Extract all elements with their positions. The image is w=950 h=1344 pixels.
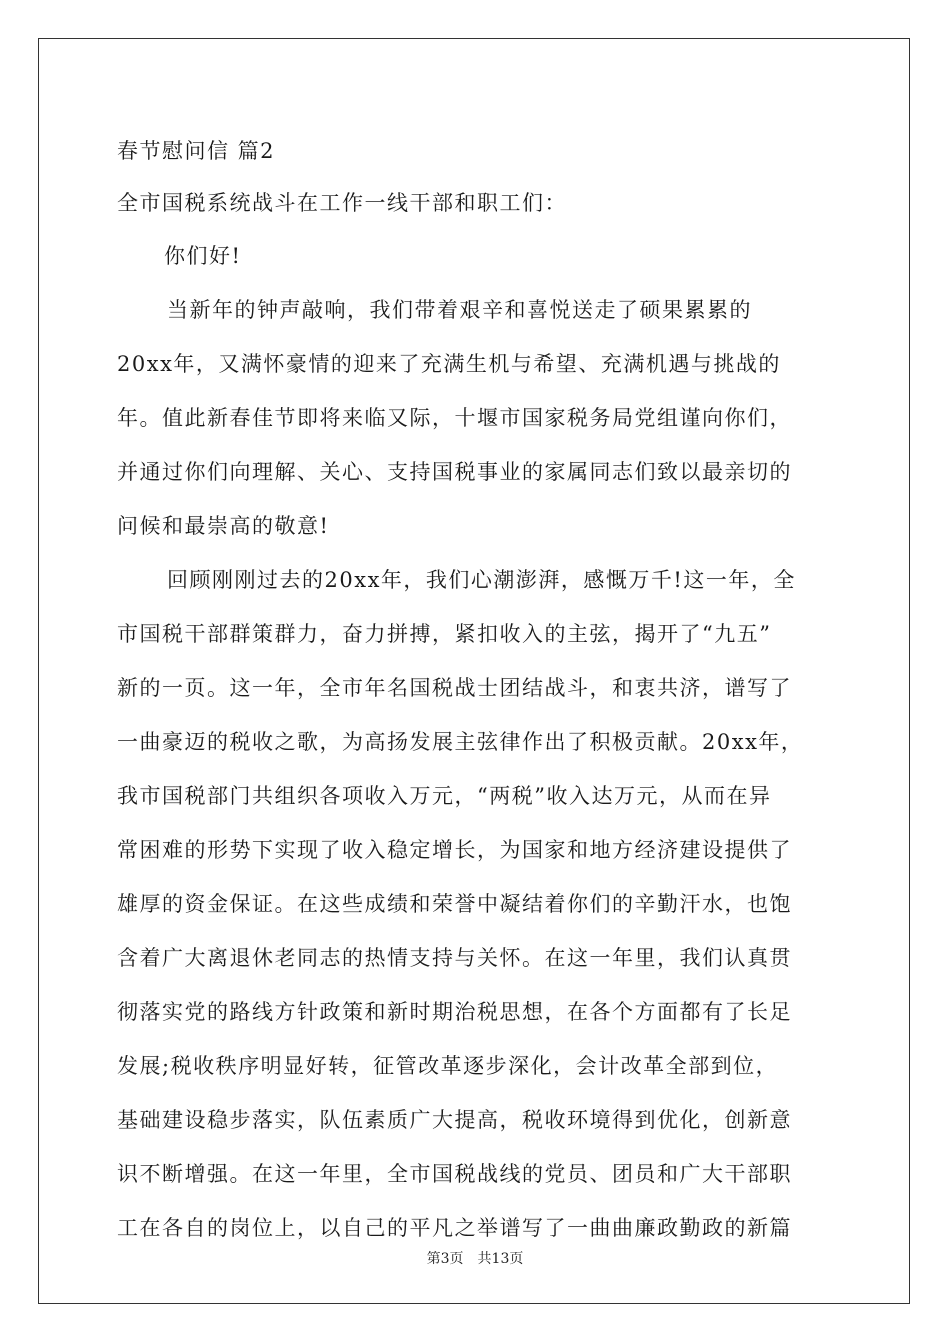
salutation: 全市国税系统战斗在工作一线干部和职工们： — [117, 191, 567, 215]
paragraph-line: 并通过你们向理解、关心、支持国税事业的家属同志们致以最亲切的 — [117, 460, 792, 484]
paragraph-line: 一曲豪迈的税收之歌，为高扬发展主弦律作出了积极贡献。20xx年， — [117, 730, 804, 754]
paragraph-line: 我市国税部门共组织各项收入万元，“两税”收入达万元，从而在异 — [117, 784, 772, 808]
paragraph-line: 年。值此新春佳节即将来临又际，十堰市国家税务局党组谨向你们， — [117, 406, 792, 430]
paragraph-line: 彻落实党的路线方针政策和新时期治税思想，在各个方面都有了长足 — [117, 1000, 792, 1024]
paragraph-line: 问候和最崇高的敬意! — [117, 514, 330, 538]
paragraph-line: 发展;税收秩序明显好转，征管改革逐步深化，会计改革全部到位， — [117, 1054, 779, 1078]
paragraph-line: 20xx年，又满怀豪情的迎来了充满生机与希望、充满机遇与挑战的 — [117, 352, 781, 376]
paragraph-line: 市国税干部群策群力，奋力拼搏，紧扣收入的主弦，揭开了“九五” — [117, 622, 772, 646]
paragraph-line: 新的一页。这一年，全市年名国税战士团结战斗，和衷共济，谱写了 — [117, 676, 792, 700]
page-total: 共13页 — [477, 1251, 524, 1267]
paragraph-line: 雄厚的资金保证。在这些成绩和荣誉中凝结着你们的辛勤汗水，也饱 — [117, 892, 792, 916]
paragraph-line: 识不断增强。在这一年里，全市国税战线的党员、团员和广大干部职 — [117, 1162, 792, 1186]
paragraph-1 — [117, 283, 837, 553]
page-footer — [0, 1248, 950, 1268]
paragraph-line: 当新年的钟声敲响，我们带着艰辛和喜悦送走了硕果累累的 — [167, 298, 752, 322]
document-title: 春节慰问信 篇2 — [117, 139, 276, 163]
paragraph-line: 常困难的形势下实现了收入稳定增长，为国家和地方经济建设提供了 — [117, 838, 792, 862]
paragraph-line: 工在各自的岗位上，以自己的平凡之举谱写了一曲曲廉政勤政的新篇 — [117, 1216, 792, 1240]
paragraph-line: 基础建设稳步落实，队伍素质广大提高，税收环境得到优化，创新意 — [117, 1108, 792, 1132]
greeting: 你们好! — [164, 244, 242, 268]
page-number: 第3页 — [426, 1251, 464, 1267]
paragraph-2 — [117, 553, 837, 1255]
document-body — [117, 125, 837, 1255]
paragraph-line: 回顾刚刚过去的20xx年，我们心潮澎湃，感慨万千!这一年，全 — [167, 568, 796, 592]
paragraph-line: 含着广大离退休老同志的热情支持与关怀。在这一年里，我们认真贯 — [117, 946, 792, 970]
